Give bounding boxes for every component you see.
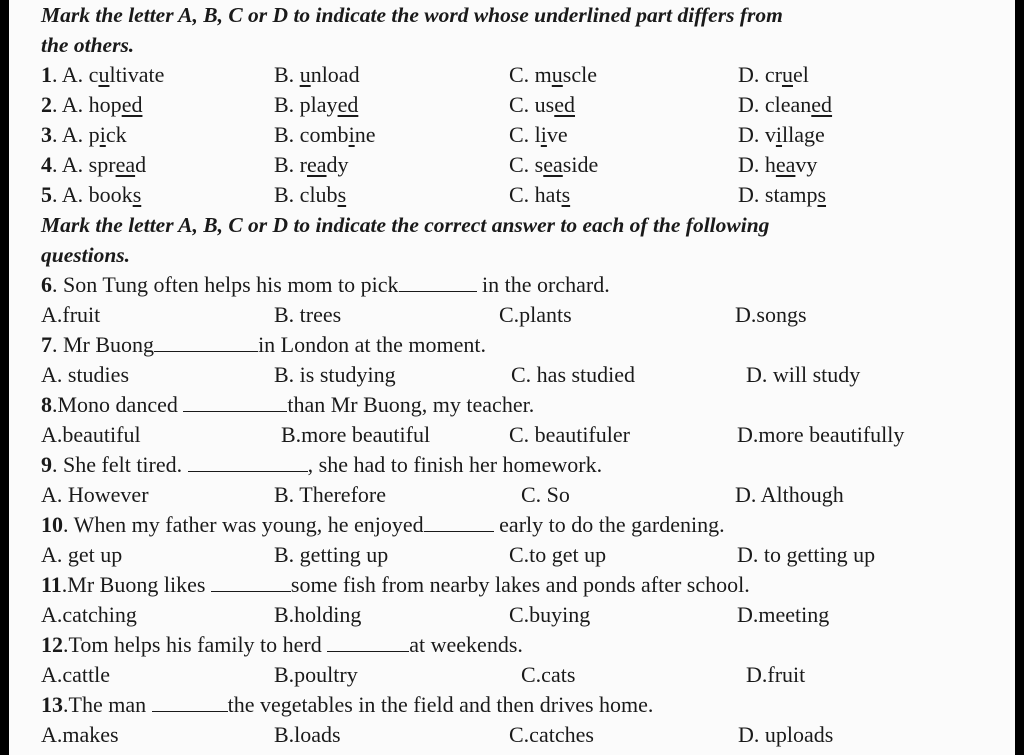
underlined-part: i bbox=[348, 122, 355, 147]
option-a[interactable]: A.makes bbox=[41, 722, 119, 747]
question-number: 3 bbox=[41, 122, 52, 147]
section2-instruction-cont: questions. bbox=[41, 243, 131, 267]
underlined-part: s bbox=[561, 182, 571, 207]
question-6-stem: 6. Son Tung often helps his mom to pick in the orchard. bbox=[41, 272, 610, 297]
option-d[interactable]: D. cleaned bbox=[738, 92, 833, 117]
option-d[interactable]: D. Although bbox=[735, 482, 844, 507]
option-c[interactable]: C.buying bbox=[509, 602, 591, 627]
option-b[interactable]: B. getting up bbox=[274, 542, 389, 567]
option-d[interactable]: D. cruel bbox=[738, 62, 809, 87]
underlined-part: ed bbox=[337, 92, 359, 117]
option-b[interactable]: B. combine bbox=[274, 122, 376, 147]
underlined-part: u bbox=[551, 62, 563, 87]
underlined-part: ed bbox=[811, 92, 833, 117]
option-b[interactable]: B.holding bbox=[274, 602, 362, 627]
option-b[interactable]: B. trees bbox=[274, 302, 342, 327]
option-a[interactable]: A.fruit bbox=[41, 302, 101, 327]
question-8-stem: 8.Mono danced than Mr Buong, my teacher. bbox=[41, 392, 535, 417]
option-a[interactable]: 2. A. hoped bbox=[41, 92, 143, 117]
question-number: 13 bbox=[41, 692, 63, 717]
question-12-stem: 12.Tom helps his family to herd at weekends. bbox=[41, 632, 523, 657]
option-a[interactable]: A. studies bbox=[41, 362, 129, 387]
underlined-part: i bbox=[775, 122, 783, 147]
question-number: 5 bbox=[41, 182, 52, 207]
option-b[interactable]: B.more beautiful bbox=[281, 422, 431, 447]
option-d[interactable]: D. uploads bbox=[738, 722, 834, 747]
underlined-part: s bbox=[132, 182, 142, 207]
underlined-part: u bbox=[299, 62, 311, 87]
option-a[interactable]: A. get up bbox=[41, 542, 123, 567]
option-b[interactable]: B. clubs bbox=[274, 182, 347, 207]
underlined-part: i bbox=[99, 122, 106, 147]
option-c[interactable]: C. used bbox=[509, 92, 576, 117]
option-a[interactable]: A.cattle bbox=[41, 662, 111, 687]
question-number: 4 bbox=[41, 152, 52, 177]
question-13-stem: 13.The man the vegetables in the field and then drives home. bbox=[41, 692, 654, 717]
underlined-part: u bbox=[781, 62, 793, 87]
option-d[interactable]: D. will study bbox=[746, 362, 861, 387]
option-b[interactable]: B. ready bbox=[274, 152, 349, 177]
option-c[interactable]: C. seaside bbox=[509, 152, 599, 177]
option-c[interactable]: C. live bbox=[509, 122, 568, 147]
question-number: 1 bbox=[41, 62, 52, 87]
answer-blank[interactable] bbox=[424, 511, 494, 532]
option-b[interactable]: B. played bbox=[274, 92, 359, 117]
question-number: 2 bbox=[41, 92, 52, 117]
option-d[interactable]: D.songs bbox=[735, 302, 807, 327]
question-7-stem: 7. Mr Buong in London at the moment. bbox=[41, 332, 486, 357]
option-a[interactable]: A.catching bbox=[41, 602, 137, 627]
option-b[interactable]: B. is studying bbox=[274, 362, 396, 387]
option-a[interactable]: A. However bbox=[41, 482, 149, 507]
question-10-stem: 10. When my father was young, he enjoyed early to do the gardening. bbox=[41, 512, 725, 537]
question-number: 10 bbox=[41, 512, 63, 537]
answer-blank[interactable] bbox=[154, 331, 258, 352]
option-a[interactable]: 1. A. cultivate bbox=[41, 62, 165, 87]
option-a[interactable]: A.beautiful bbox=[41, 422, 141, 447]
underlined-part: ea bbox=[775, 152, 796, 177]
option-c[interactable]: C. hats bbox=[509, 182, 571, 207]
question-9-stem: 9. She felt tired. , she had to finish her homework. bbox=[41, 452, 603, 477]
question-number: 7 bbox=[41, 332, 52, 357]
answer-blank[interactable] bbox=[211, 571, 291, 592]
underlined-part: i bbox=[540, 122, 547, 147]
underlined-part: ed bbox=[121, 92, 143, 117]
option-c[interactable]: C.catches bbox=[509, 722, 594, 747]
question-number: 8 bbox=[41, 392, 52, 417]
underlined-part: s bbox=[337, 182, 347, 207]
option-c[interactable]: C.plants bbox=[499, 302, 572, 327]
question-number: 12 bbox=[41, 632, 63, 657]
option-b[interactable]: B. unload bbox=[274, 62, 360, 87]
section1-instruction: Mark the letter A, B, C or D to indicate the word whose underlined part differs from bbox=[41, 3, 783, 27]
option-d[interactable]: D. heavy bbox=[738, 152, 818, 177]
option-c[interactable]: C. beautifuler bbox=[509, 422, 630, 447]
option-a[interactable]: 5. A. books bbox=[41, 182, 142, 207]
option-d[interactable]: D. stamps bbox=[738, 182, 827, 207]
underlined-part: ed bbox=[554, 92, 576, 117]
option-a[interactable]: 3. A. pick bbox=[41, 122, 127, 147]
question-number: 6 bbox=[41, 272, 52, 297]
underlined-part: ea bbox=[307, 152, 327, 177]
option-d[interactable]: D.meeting bbox=[737, 602, 830, 627]
option-d[interactable]: D. village bbox=[738, 122, 825, 147]
option-b[interactable]: B.loads bbox=[274, 722, 341, 747]
option-d[interactable]: D.fruit bbox=[746, 662, 806, 687]
answer-blank[interactable] bbox=[188, 451, 308, 472]
question-11-stem: 11.Mr Buong likes some fish from nearby lakes and ponds after school. bbox=[41, 572, 750, 597]
underlined-part: s bbox=[817, 182, 827, 207]
option-c[interactable]: C. muscle bbox=[509, 62, 597, 87]
option-c[interactable]: C.to get up bbox=[509, 542, 607, 567]
worksheet-page bbox=[9, 0, 1015, 755]
answer-blank[interactable] bbox=[183, 391, 287, 412]
section1-instruction-cont: the others. bbox=[41, 33, 135, 57]
underlined-part: ea bbox=[543, 152, 563, 177]
answer-blank[interactable] bbox=[399, 271, 477, 292]
answer-blank[interactable] bbox=[327, 631, 409, 652]
option-c[interactable]: C. So bbox=[521, 482, 570, 507]
option-d[interactable]: D.more beautifully bbox=[737, 422, 905, 447]
option-c[interactable]: C. has studied bbox=[511, 362, 636, 387]
question-number: 11 bbox=[41, 572, 62, 597]
option-c[interactable]: C.cats bbox=[521, 662, 576, 687]
option-d[interactable]: D. to getting up bbox=[737, 542, 876, 567]
option-a[interactable]: 4. A. spread bbox=[41, 152, 147, 177]
option-b[interactable]: B. Therefore bbox=[274, 482, 386, 507]
answer-blank[interactable] bbox=[152, 691, 228, 712]
underlined-part: u bbox=[98, 62, 110, 87]
section2-instruction: Mark the letter A, B, C or D to indicate the correct answer to each of the following bbox=[41, 213, 770, 237]
option-b[interactable]: B.poultry bbox=[274, 662, 358, 687]
underlined-part: ea bbox=[115, 152, 136, 177]
question-number: 9 bbox=[41, 452, 52, 477]
